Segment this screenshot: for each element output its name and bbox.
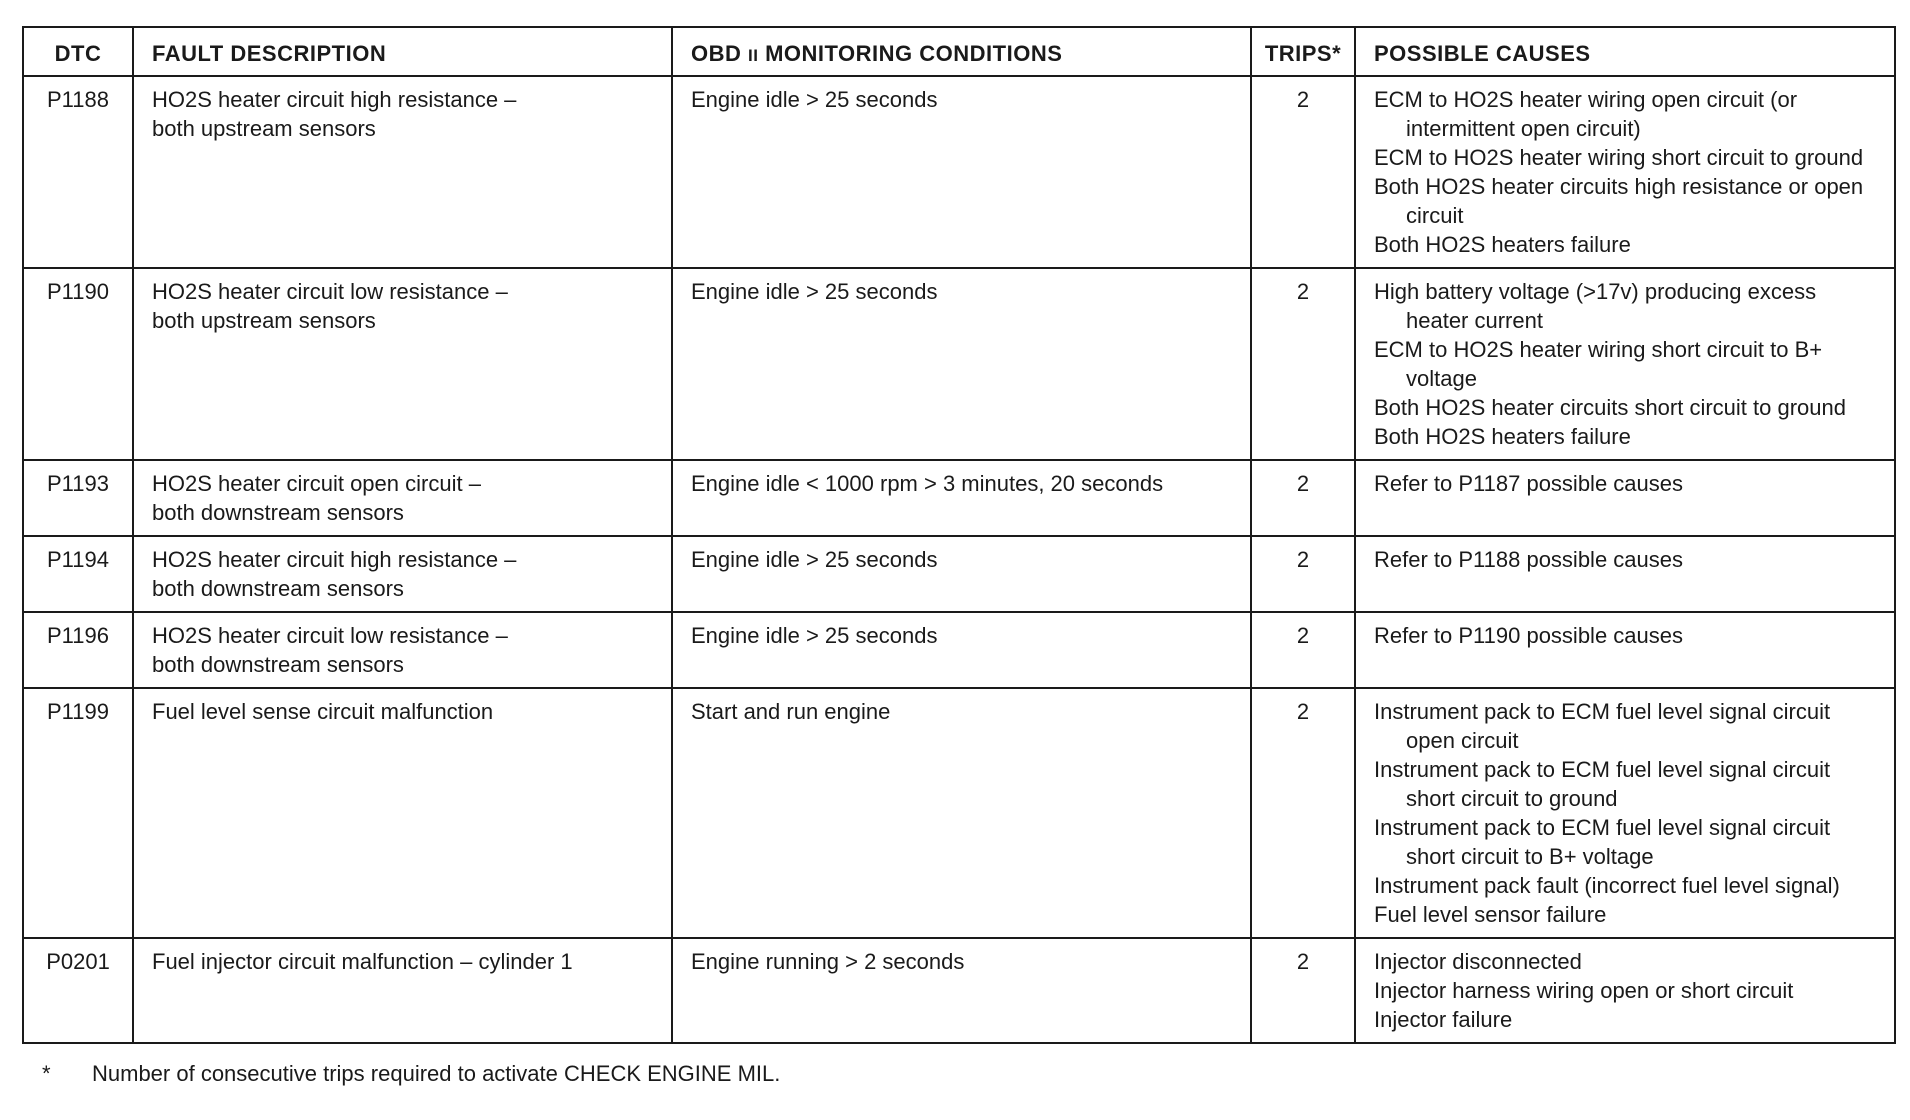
cause-item: Instrument pack fault (incorrect fuel level signal) [1374, 873, 1840, 898]
cause-item: Refer to P1187 possible causes [1374, 471, 1683, 496]
fault-line: both downstream sensors [152, 500, 404, 525]
header-obd-monitoring-conditions [672, 27, 1251, 76]
cause-item: Instrument pack to ECM fuel level signal circuit open circuit [1374, 699, 1831, 753]
cause-item: ECM to HO2S heater wiring short circuit to ground [1374, 145, 1864, 170]
cell-possible-causes [1355, 268, 1895, 460]
fault-line: both downstream sensors [152, 576, 404, 601]
cell-possible-causes [1355, 938, 1895, 1043]
cause-item: ECM to HO2S heater wiring short circuit to B+ voltage [1374, 337, 1823, 391]
cell-trips: 2 [1251, 268, 1355, 460]
cell-fault-description [133, 76, 672, 268]
cell-possible-causes [1355, 536, 1895, 612]
cell-dtc: P1190 [23, 268, 133, 460]
cause-item: Instrument pack to ECM fuel level signal circuit short circuit to B+ voltage [1374, 815, 1831, 869]
cell-monitoring-conditions: Engine idle > 25 seconds [672, 612, 1251, 688]
fault-line: both downstream sensors [152, 652, 404, 677]
cell-dtc: P1196 [23, 612, 133, 688]
cause-item: Refer to P1188 possible causes [1374, 547, 1683, 572]
fault-line: HO2S heater circuit open circuit – [152, 471, 481, 496]
header-obd-roman: II [748, 46, 759, 65]
cause-item: Both HO2S heaters failure [1374, 424, 1631, 449]
cell-possible-causes [1355, 612, 1895, 688]
header-dtc: DTC [23, 27, 133, 76]
cause-item: Both HO2S heaters failure [1374, 232, 1631, 257]
cell-fault-description [133, 612, 672, 688]
table-row [23, 688, 1895, 938]
cell-trips: 2 [1251, 76, 1355, 268]
cause-item: Both HO2S heater circuits high resistance or open circuit [1374, 174, 1864, 228]
cause-item: Instrument pack to ECM fuel level signal circuit short circuit to ground [1374, 757, 1831, 811]
cell-trips: 2 [1251, 536, 1355, 612]
cause-item: Injector failure [1374, 1007, 1513, 1032]
header-trips: TRIPS* [1251, 27, 1355, 76]
fault-line: both upstream sensors [152, 308, 376, 333]
cause-item: Both HO2S heater circuits short circuit to ground [1374, 395, 1846, 420]
cell-fault-description [133, 536, 672, 612]
cell-monitoring-conditions: Engine idle > 25 seconds [672, 536, 1251, 612]
dtc-table-page [22, 26, 1894, 1044]
cause-item: ECM to HO2S heater wiring open circuit (or intermittent open circuit) [1374, 87, 1798, 141]
cell-dtc: P1199 [23, 688, 133, 938]
cell-monitoring-conditions: Engine idle > 25 seconds [672, 76, 1251, 268]
cell-possible-causes [1355, 76, 1895, 268]
cell-fault-description [133, 460, 672, 536]
table-body [23, 76, 1895, 1043]
cell-monitoring-conditions: Engine idle < 1000 rpm > 3 minutes, 20 seconds [672, 460, 1251, 536]
cause-item: Fuel level sensor failure [1374, 902, 1607, 927]
header-obd-suffix: MONITORING CONDITIONS [758, 41, 1063, 66]
fault-line: both upstream sensors [152, 116, 376, 141]
table-row [23, 536, 1895, 612]
footnote [22, 1060, 1894, 1088]
cell-monitoring-conditions: Engine idle > 25 seconds [672, 268, 1251, 460]
cause-item: Injector disconnected [1374, 949, 1582, 974]
header-possible-causes: POSSIBLE CAUSES [1355, 27, 1895, 76]
cell-fault-description [133, 938, 672, 1043]
table-row [23, 938, 1895, 1043]
table-row [23, 612, 1895, 688]
header-obd-prefix: OBD [691, 41, 748, 66]
cell-trips: 2 [1251, 688, 1355, 938]
cell-dtc: P1188 [23, 76, 133, 268]
fault-line: HO2S heater circuit high resistance – [152, 87, 517, 112]
cell-dtc: P1193 [23, 460, 133, 536]
cell-possible-causes [1355, 688, 1895, 938]
cell-dtc: P0201 [23, 938, 133, 1043]
cell-trips: 2 [1251, 938, 1355, 1043]
cell-monitoring-conditions: Engine running > 2 seconds [672, 938, 1251, 1043]
fault-line: HO2S heater circuit low resistance – [152, 279, 508, 304]
cause-item: Refer to P1190 possible causes [1374, 623, 1683, 648]
table-header-row [23, 27, 1895, 76]
table-row [23, 76, 1895, 268]
header-fault-description: FAULT DESCRIPTION [133, 27, 672, 76]
cell-trips: 2 [1251, 460, 1355, 536]
fault-line: Fuel injector circuit malfunction – cylinder 1 [152, 949, 573, 974]
cause-item: Injector harness wiring open or short circuit [1374, 978, 1794, 1003]
dtc-table [22, 26, 1896, 1044]
cell-fault-description [133, 688, 672, 938]
cell-monitoring-conditions: Start and run engine [672, 688, 1251, 938]
cell-possible-causes [1355, 460, 1895, 536]
fault-line: HO2S heater circuit low resistance – [152, 623, 508, 648]
cell-trips: 2 [1251, 612, 1355, 688]
fault-line: Fuel level sense circuit malfunction [152, 699, 494, 724]
cell-dtc: P1194 [23, 536, 133, 612]
footnote-marker: * [42, 1061, 51, 1086]
table-row [23, 268, 1895, 460]
fault-line: HO2S heater circuit high resistance – [152, 547, 517, 572]
cell-fault-description [133, 268, 672, 460]
footnote-text: Number of consecutive trips required to activate CHECK ENGINE MIL. [92, 1061, 781, 1086]
table-row [23, 460, 1895, 536]
cause-item: High battery voltage (>17v) producing excess heater current [1374, 279, 1817, 333]
